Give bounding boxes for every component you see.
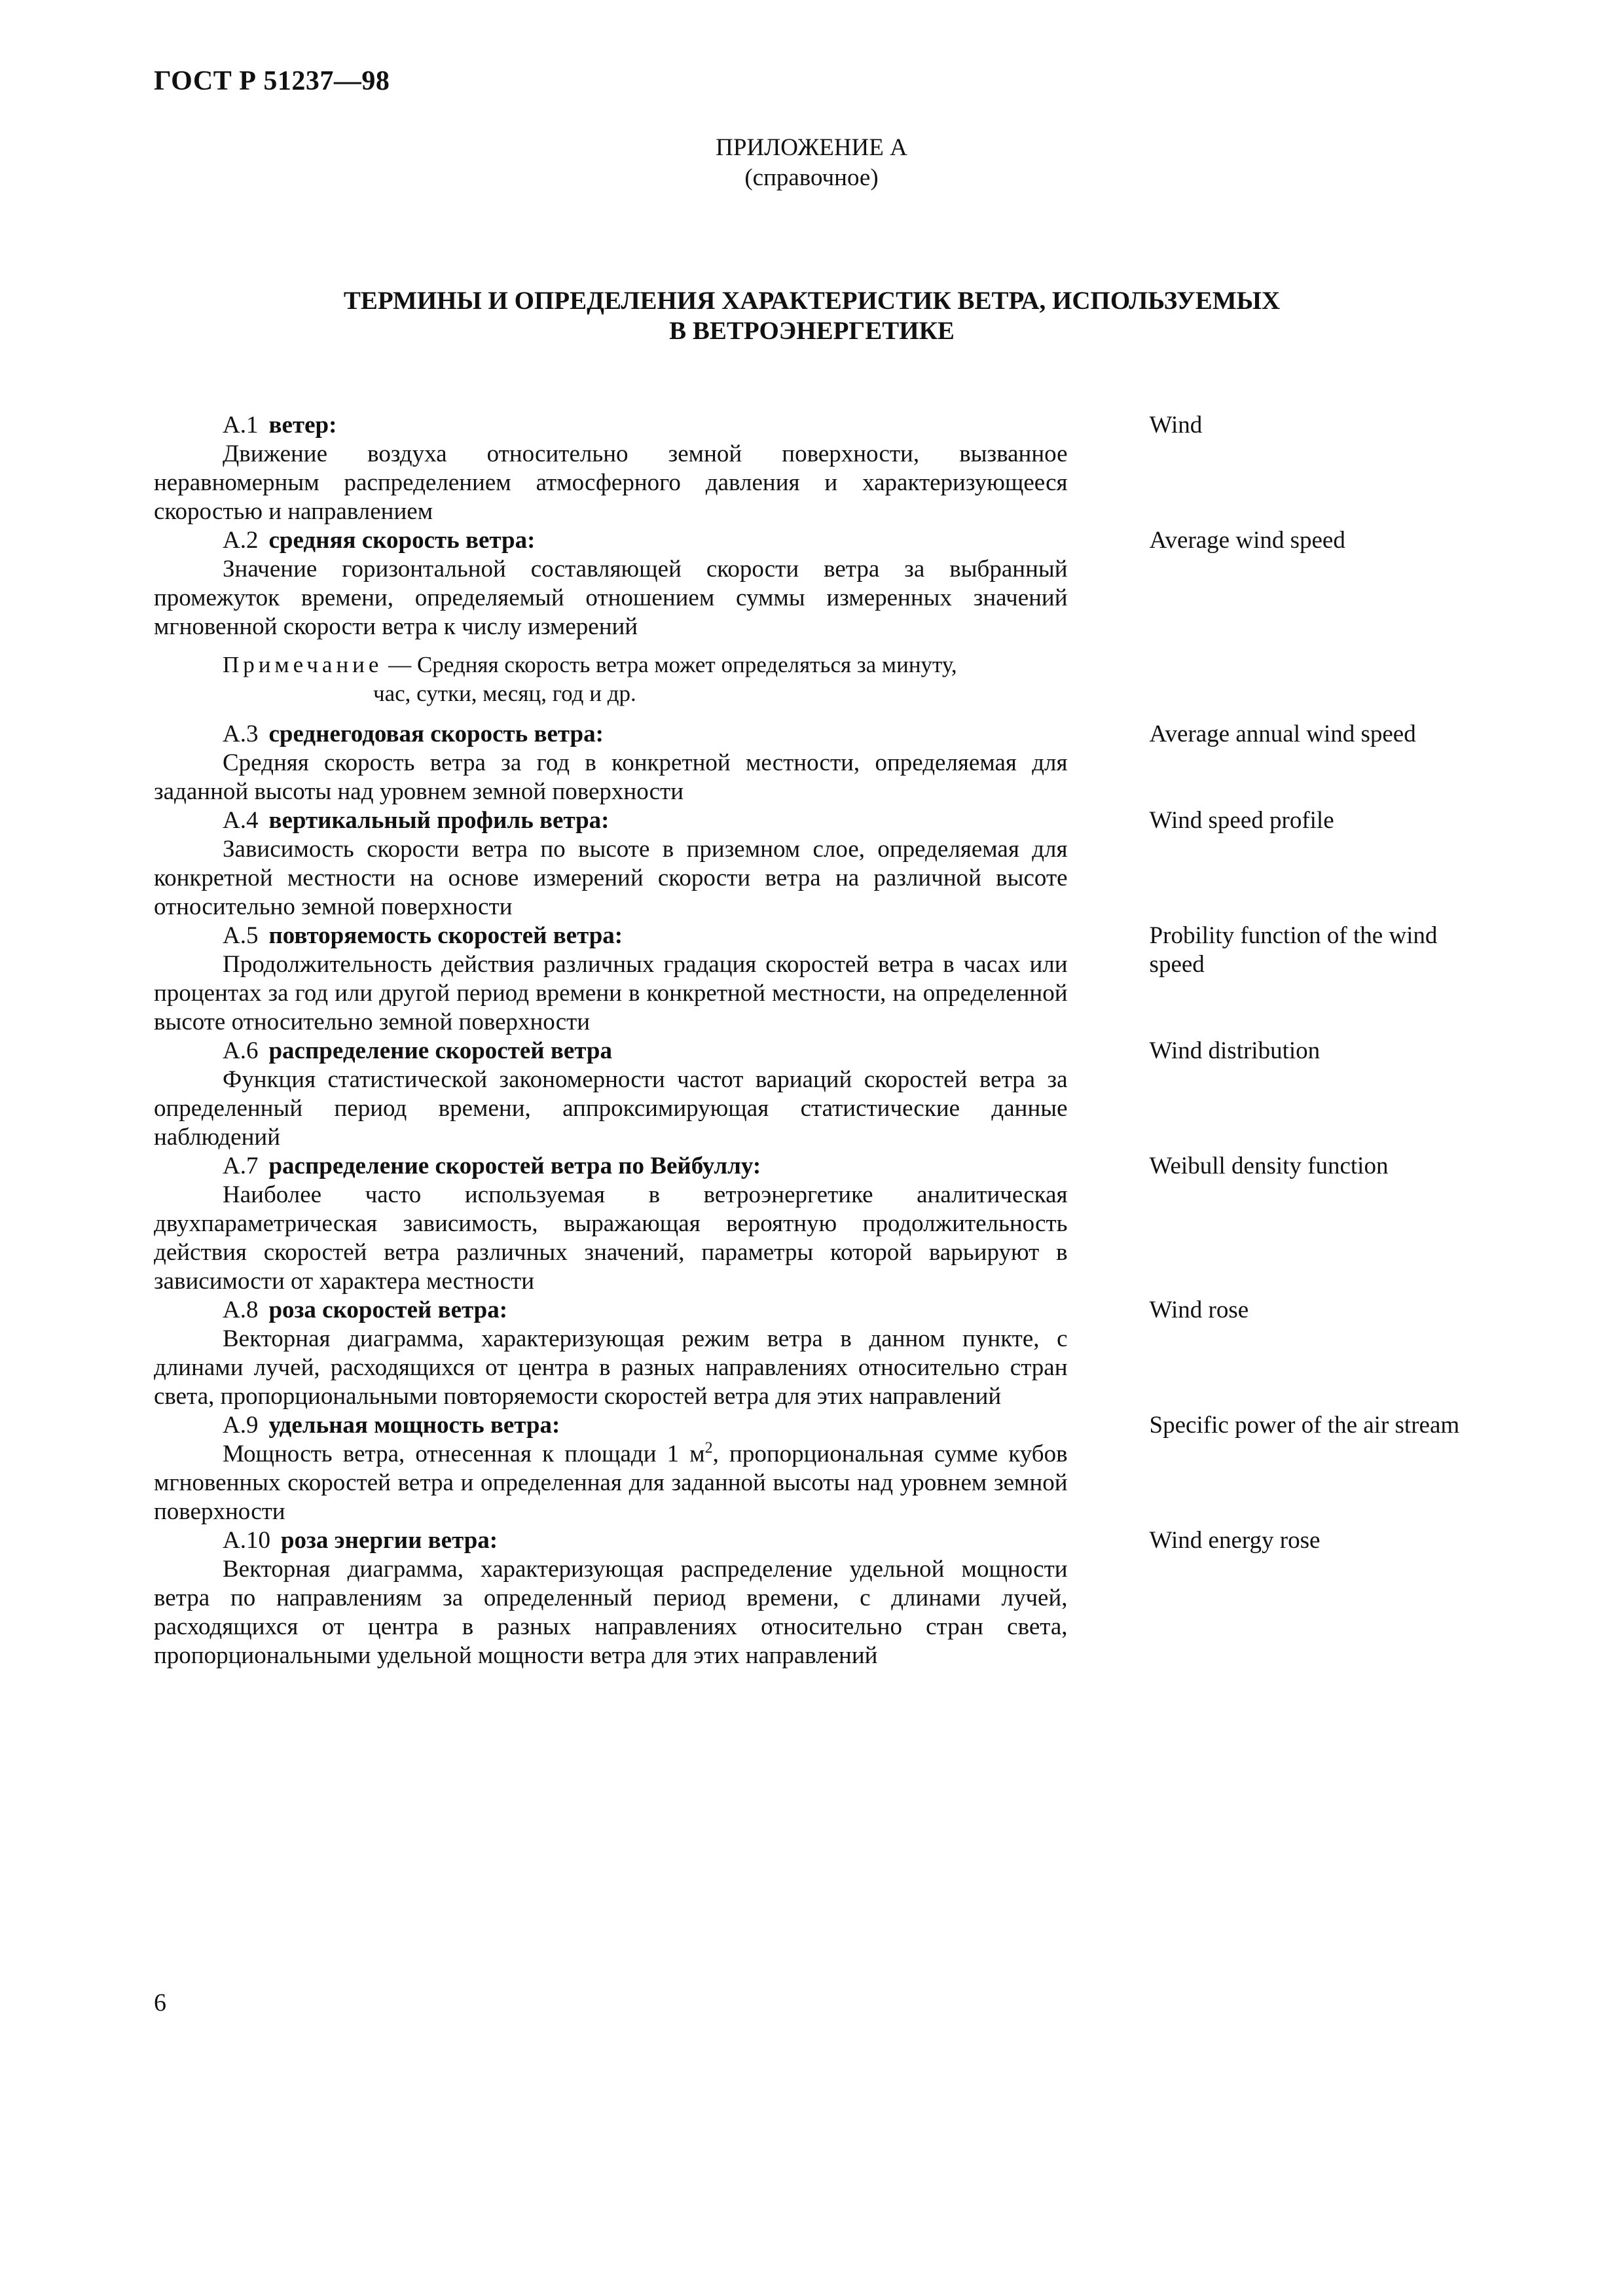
term-a4 — [154, 806, 1489, 922]
appendix-heading — [0, 133, 1623, 193]
term-definition: Наиболее часто используемая в ветроэнергетике аналитическая двухпараметрическая зависимость, выражающая вероятную продолжительность действия скоростей ветра различных значений, параметры которой варьируют в зависимости от характера местности — [154, 1181, 1068, 1295]
term-definition: Средняя скорость ветра за год в конкретной местности, определяемая для заданной высоты над уровнем земной поверхности — [154, 749, 1068, 805]
term-number: А.2 — [223, 527, 259, 554]
term-definition: Функция статистической закономерности частот вариаций скоростей ветра за определенный период времени, аппроксимирующая статистические данные наблюдений — [154, 1066, 1068, 1151]
appendix-label: ПРИЛОЖЕНИЕ А — [716, 134, 907, 161]
term-name: средняя скорость ветра: — [268, 527, 536, 554]
page-title — [196, 286, 1427, 346]
term-note — [154, 651, 1068, 708]
note-text-line-1: — Средняя скорость ветра может определяться за минуту, — [382, 652, 957, 677]
term-definition: Векторная диаграмма, характеризующая распределение удельной мощности ветра по направлениям за определенный период времени, с длинами лучей, расходящихся от центра в разных направлениях относительно стран света, пропорциональными удельной мощности ветра для этих направлений — [154, 1556, 1068, 1669]
term-english: Average wind speed — [1149, 527, 1345, 554]
term-number: А.4 — [223, 807, 259, 834]
term-name: роза энергии ветра: — [280, 1527, 498, 1554]
term-definition: Значение горизонтальной составляющей скорости ветра за выбранный промежуток времени, определяемый отношением суммы измеренных значений мгновенной скорости ветра к числу измерений — [154, 556, 1068, 640]
term-name: распределение скоростей ветра — [268, 1037, 612, 1064]
term-english: Specific power of the air stream — [1149, 1412, 1460, 1439]
term-number: А.6 — [223, 1037, 259, 1064]
standard-number: ГОСТ Р 51237—98 — [154, 66, 390, 96]
term-english: Average annual wind speed — [1149, 721, 1416, 747]
term-name: повторяемость скоростей ветра: — [268, 922, 623, 949]
term-definition: Движение воздуха относительно земной поверхности, вызванное неравномерным распределением атмосферного давления и характеризующееся скоростью и направлением — [154, 440, 1068, 525]
term-number: А.8 — [223, 1297, 259, 1323]
term-number: А.3 — [223, 721, 259, 747]
term-a6 — [154, 1037, 1489, 1152]
term-definition — [154, 1440, 1068, 1526]
term-english: Wind distribution — [1149, 1037, 1321, 1064]
term-english: Wind speed profile — [1149, 807, 1334, 834]
term-a2 — [154, 526, 1489, 720]
term-a9 — [154, 1411, 1489, 1526]
term-definition: Векторная диаграмма, характеризующая режим ветра в данном пункте, с длинами лучей, расходящихся от центра в разных направлениях относительно стран света, пропорциональными повторяемости скоростей ветра для этих направлений — [154, 1325, 1068, 1410]
term-english: Wind rose — [1149, 1297, 1249, 1323]
term-definition-part-2: , пропорциональная сумме кубов мгновенных скоростей ветра и определенная для заданной высоты над уровнем земной поверхности — [154, 1441, 1068, 1525]
term-a3 — [154, 720, 1489, 806]
terms-list — [154, 411, 1489, 1670]
term-a1 — [154, 411, 1489, 526]
appendix-sublabel: (справочное) — [744, 164, 879, 191]
term-definition: Зависимость скорости ветра по высоте в приземном слое, определяемая для конкретной местности на основе измерений скорости ветра на различной высоте относительно земной поверхности — [154, 836, 1068, 920]
page-number: 6 — [154, 1989, 166, 2017]
term-a7 — [154, 1152, 1489, 1296]
term-number: А.5 — [223, 922, 259, 949]
term-name: роза скоростей ветра: — [268, 1297, 508, 1323]
term-number: А.10 — [223, 1527, 270, 1554]
term-number: А.7 — [223, 1153, 259, 1179]
term-name: распределение скоростей ветра по Вейбуллу: — [268, 1153, 761, 1179]
term-number: А.9 — [223, 1412, 259, 1439]
note-text-line-2: час, сутки, месяц, год и др. — [373, 681, 636, 706]
title-line-1: ТЕРМИНЫ И ОПРЕДЕЛЕНИЯ ХАРАКТЕРИСТИК ВЕТРА, ИСПОЛЬЗУЕМЫХ — [343, 287, 1281, 315]
term-number: А.1 — [223, 412, 259, 439]
term-a10 — [154, 1526, 1489, 1670]
title-line-2: В ВЕТРОЭНЕРГЕТИКЕ — [669, 317, 955, 345]
term-definition: Продолжительность действия различных градация скоростей ветра в часах или процентах за год или другой период времени в конкретной местности, на определенной высоте относительно земной поверхности — [154, 951, 1068, 1035]
term-definition-part-1: Мощность ветра, отнесенная к площади 1 м — [223, 1441, 705, 1467]
term-english: Probility function of the wind speed — [1149, 922, 1438, 978]
superscript-exponent: 2 — [704, 1439, 713, 1457]
term-name: среднегодовая скорость ветра: — [268, 721, 604, 747]
term-a8 — [154, 1296, 1489, 1411]
term-name: удельная мощность ветра: — [268, 1412, 560, 1439]
term-english: Wind energy rose — [1149, 1527, 1321, 1554]
term-a5 — [154, 922, 1489, 1037]
term-english: Wind — [1149, 412, 1203, 439]
term-name: ветер: — [268, 412, 337, 439]
term-english: Weibull density function — [1149, 1153, 1389, 1179]
note-label: Примечание — [223, 652, 383, 677]
term-name: вертикальный профиль ветра: — [268, 807, 610, 834]
